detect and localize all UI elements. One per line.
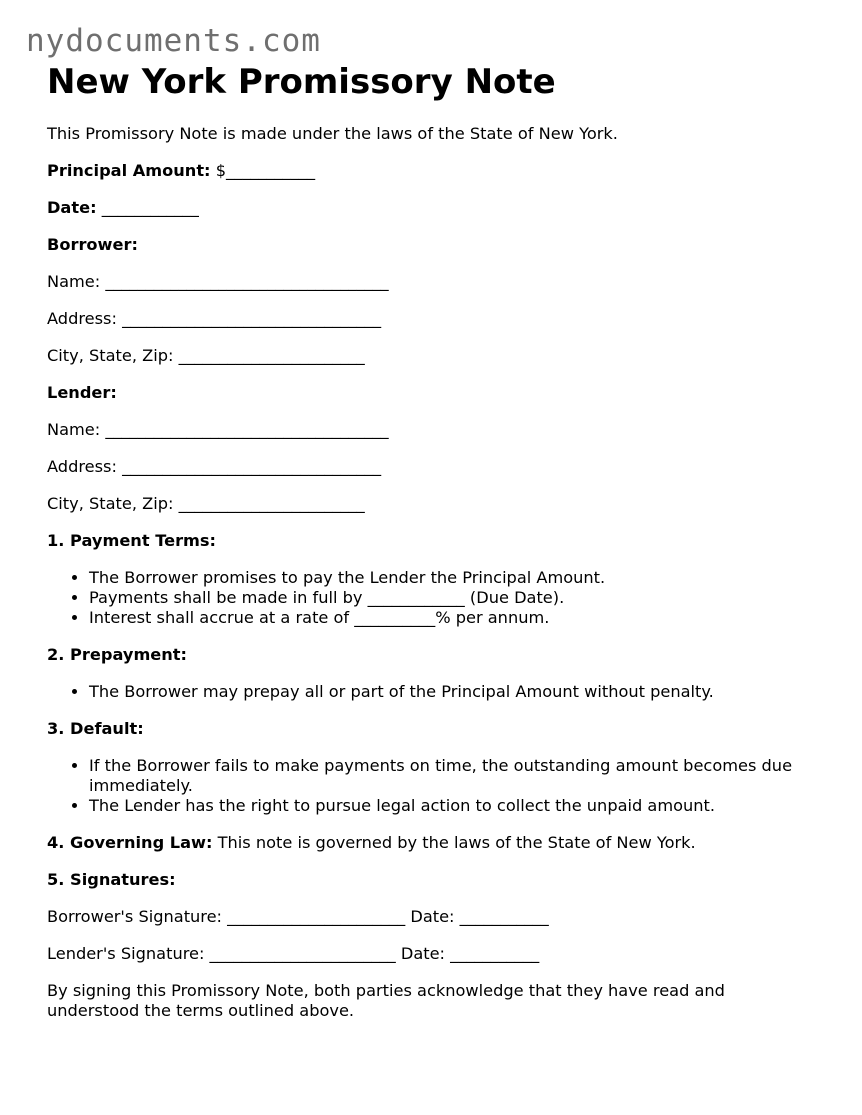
- lender-address-line: Address: ________________________________: [47, 457, 382, 476]
- payment-terms-heading: 1. Payment Terms:: [47, 531, 217, 550]
- principal-amount-label: Principal Amount:: [47, 161, 211, 180]
- prepayment-heading: 2. Prepayment:: [47, 645, 188, 664]
- default-heading: 3. Default:: [47, 719, 144, 738]
- list-item: • If the Borrower fails to make payments on time, the outstanding amount becomes due immediately.: [89, 756, 817, 796]
- intro-text: This Promissory Note is made under the laws of the State of New York.: [47, 124, 618, 143]
- governing-law-text: This note is governed by the laws of the State of New York.: [217, 833, 696, 852]
- document-body: [47, 62, 817, 1021]
- date-blank: ____________: [101, 198, 199, 217]
- borrower-heading: Borrower:: [47, 235, 138, 254]
- borrower-address-line: Address: ________________________________: [47, 309, 382, 328]
- list-item: • The Borrower may prepay all or part of the Principal Amount without penalty.: [89, 682, 817, 702]
- list-item: • Interest shall accrue at a rate of __________% per annum.: [89, 608, 817, 628]
- closing-text: By signing this Promissory Note, both parties acknowledge that they have read and understood the terms outlined above.: [47, 981, 725, 1020]
- list-item: • The Borrower promises to pay the Lender the Principal Amount.: [89, 568, 817, 588]
- default-list: [47, 756, 817, 816]
- lender-name-line: Name: ___________________________________: [47, 420, 389, 439]
- list-item: • Payments shall be made in full by ____________ (Due Date).: [89, 588, 817, 608]
- borrower-city-line: City, State, Zip: _______________________: [47, 346, 365, 365]
- lender-city-line: City, State, Zip: _______________________: [47, 494, 365, 513]
- lender-heading: Lender:: [47, 383, 117, 402]
- governing-law-label: 4. Governing Law:: [47, 833, 213, 852]
- site-watermark: nydocuments.com: [26, 23, 321, 59]
- prepayment-list: [47, 682, 817, 702]
- date-label: Date:: [47, 198, 97, 217]
- list-item: • The Lender has the right to pursue legal action to collect the unpaid amount.: [89, 796, 817, 816]
- principal-amount-line: [47, 161, 817, 181]
- principal-amount-blank: $___________: [215, 161, 316, 180]
- signatures-heading: 5. Signatures:: [47, 870, 176, 889]
- borrower-name-line: Name: ___________________________________: [47, 272, 389, 291]
- date-line: [47, 198, 817, 218]
- lender-signature-line: Lender's Signature: _______________________ Date: ___________: [47, 944, 540, 963]
- payment-terms-list: [47, 568, 817, 628]
- borrower-signature-line: Borrower's Signature: ______________________ Date: ___________: [47, 907, 549, 926]
- document-title: New York Promissory Note: [47, 62, 556, 102]
- governing-law-line: [47, 833, 817, 853]
